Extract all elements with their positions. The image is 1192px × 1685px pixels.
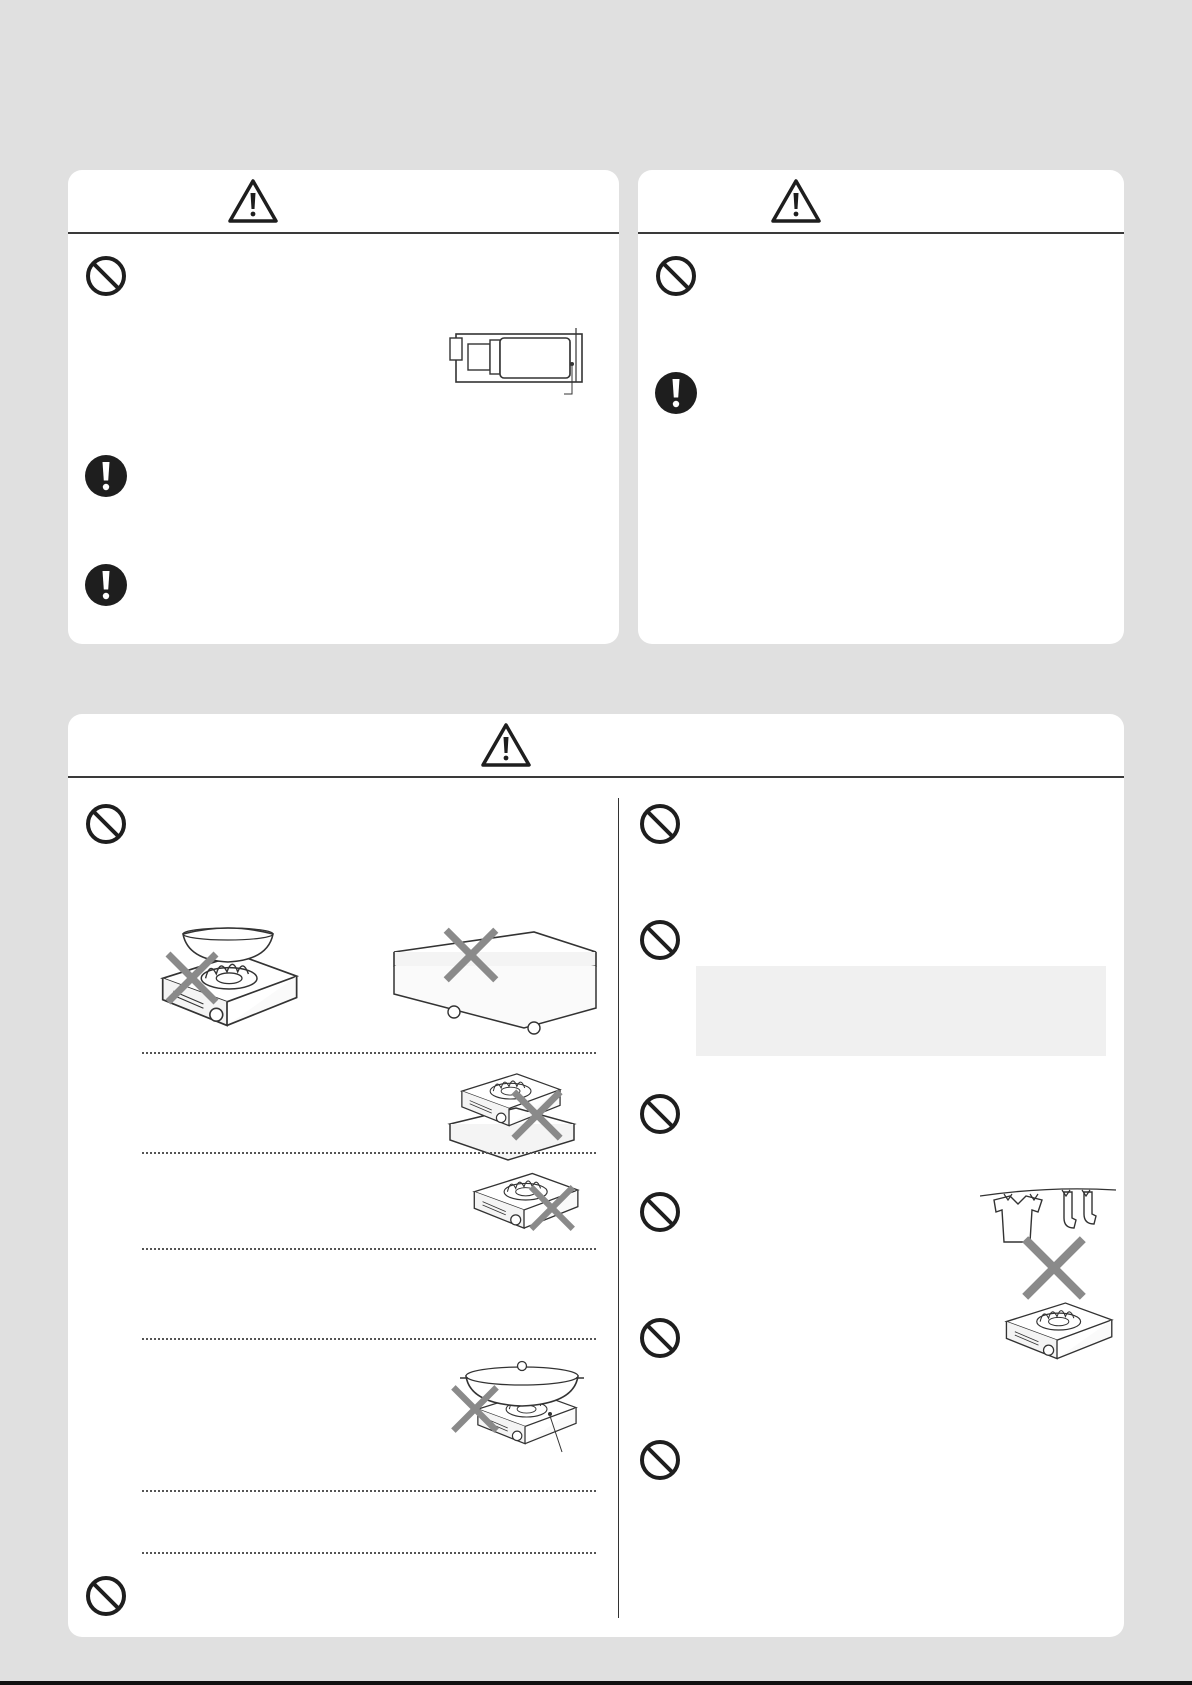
gas-cartridge-compartment-illustration: [448, 322, 588, 402]
note-box: [696, 966, 1106, 1056]
prohibited-icon: [638, 1438, 682, 1482]
panel-header: [68, 170, 619, 234]
mandatory-icon: [654, 371, 698, 415]
mandatory-icon: [84, 454, 128, 498]
dotted-separator: [142, 1338, 596, 1340]
prohibited-icon: [84, 254, 128, 298]
mandatory-icon: [84, 563, 128, 607]
prohibited-icon: [654, 254, 698, 298]
double-stove-with-griddle-illustration: [384, 924, 604, 1044]
stove-with-oversized-wok-illustration: [152, 924, 312, 1034]
dotted-separator: [142, 1490, 596, 1492]
top-left-danger-panel: [68, 170, 619, 644]
warning-triangle-icon: [227, 178, 279, 224]
panel-header: [638, 170, 1124, 234]
column-divider: [618, 798, 619, 1618]
bottom-caution-panel: [68, 714, 1124, 1637]
dotted-separator: [142, 1152, 596, 1154]
prohibited-icon: [638, 1316, 682, 1360]
prohibited-icon: [638, 918, 682, 962]
top-right-danger-panel: [638, 170, 1124, 644]
dotted-separator: [142, 1248, 596, 1250]
stove-with-covered-pot-illustration: [448, 1354, 588, 1454]
prohibited-icon: [638, 1190, 682, 1234]
warning-triangle-icon: [480, 722, 532, 768]
prohibited-icon: [638, 1092, 682, 1136]
dotted-separator: [142, 1552, 596, 1554]
prohibited-icon: [638, 802, 682, 846]
clothes-drying-over-stove-illustration: [980, 1184, 1116, 1376]
stove-with-fire-illustration: [466, 1160, 582, 1246]
prohibited-icon: [84, 1574, 128, 1618]
page-bottom-rule: [0, 1681, 1192, 1685]
prohibited-icon: [84, 802, 128, 846]
warning-triangle-icon: [770, 178, 822, 224]
panel-header: [68, 714, 1124, 778]
dotted-separator: [142, 1052, 596, 1054]
